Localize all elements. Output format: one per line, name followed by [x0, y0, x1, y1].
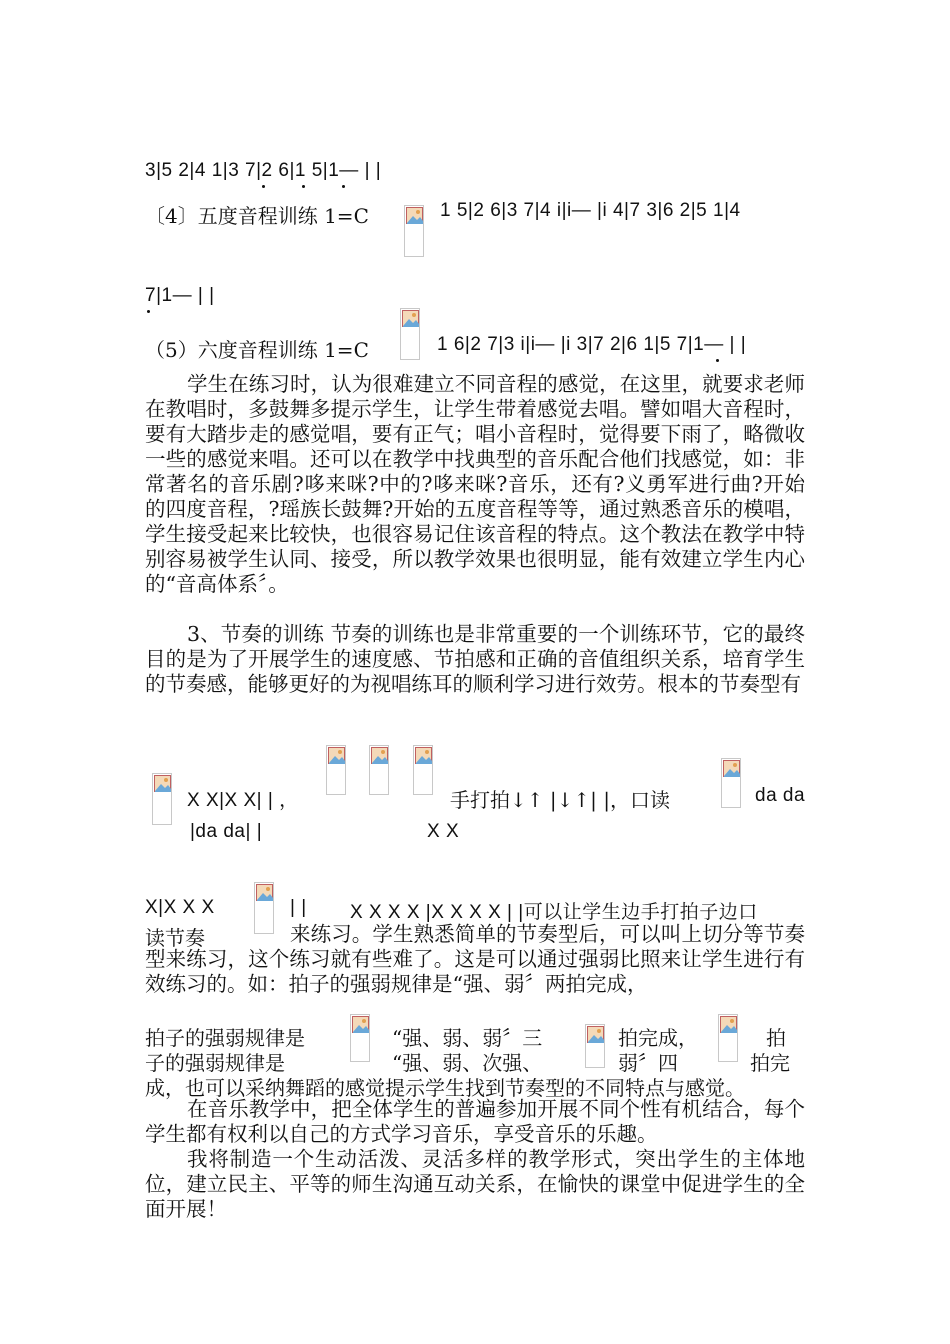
strong-weak-line1-c: 拍完成，: [618, 1026, 698, 1050]
lower-octave-dot: [147, 310, 150, 313]
strong-weak-line1-d: 拍: [766, 1026, 786, 1050]
strong-weak-line3: 成，也可以采纳舞蹈的感觉提示学生找到节奏型的不同特点与感觉。: [145, 1076, 745, 1100]
fifth-interval-notes: 1 5|2 6|3 7|4 i|i— |i 4|7 3|6 2|5 1|4: [440, 200, 741, 221]
rhythm-dada-2: |da da| |: [190, 821, 263, 842]
broken-image-icon: [718, 1014, 738, 1062]
broken-image-icon: [413, 745, 433, 795]
scale-line-1: 3|5 2|4 1|3 7|2 6|1 5|1— | |: [145, 160, 382, 181]
broken-image-icon: [350, 1014, 370, 1062]
lower-octave-dot: [342, 185, 345, 188]
sixth-interval-notes: 1 6|2 7|3 i|i— |i 3|7 2|6 1|5 7|1— | |: [437, 334, 747, 355]
broken-image-icon: [326, 745, 346, 795]
broken-image-icon: [585, 1024, 605, 1068]
paragraph-interval-feeling: 学生在练习时，认为很难建立不同音程的感觉，在这里，就要求老师在教唱时，多鼓舞多提示学生，让学生带着感觉去唱。譬如唱大音程时，要有大踏步走的感觉唱，要有正气；唱小音程时，觉得要下雨了，略微收一些的感觉来唱。还可以在教学中找典型的音乐配合他们找感觉，如：非常著名的音乐剧?哆来咪?中的?哆来咪?音乐，还有?义勇军进行曲?开始的四度音程，?瑶族长鼓舞?开始的五度音程等等，通过熟悉音乐的模唱，学生接受起来比较快，也很容易记住该音程的特点。这个教法在教学中特别容易被学生认同、接受，所以教学效果也很明显，能有效建立学生内心的“音高体系〞。: [145, 372, 805, 596]
sixth-interval-label: （5）六度音程训练 1=C: [145, 338, 369, 362]
lower-octave-dot: [302, 185, 305, 188]
fifth-interval-label: 〔4〕五度音程训练 1=C: [145, 204, 369, 228]
fifth-interval-continuation: 7|1— | |: [145, 285, 215, 306]
strong-weak-line1-a: 拍子的强弱规律是: [145, 1026, 305, 1050]
rhythm-bars: | |: [290, 897, 307, 918]
rhythm-clap-instruction: 手打拍↓↑ |↓↑| |，口读: [450, 788, 670, 812]
lower-octave-dot: [262, 185, 265, 188]
rhythm-xx-2: X X: [427, 821, 460, 842]
strong-weak-line2-a: 子的强弱规律是: [145, 1051, 285, 1075]
broken-image-icon: [721, 758, 741, 808]
broken-image-icon: [404, 205, 424, 257]
broken-image-icon: [400, 308, 420, 360]
rhythm-xx: X X|X X| | ，: [187, 790, 299, 811]
paragraph-rhythm-training: 3、节奏的训练 节奏的训练也是非常重要的一个训练环节，它的最终目的是为了开展学生的速度感、节拍感和正确的音值组织关系，培育学生的节奏感，能够更好的为视唱练耳的顺利学习进行效劳。根本的节奏型有: [145, 622, 805, 696]
strong-weak-line2-c: 弱〞四: [618, 1051, 678, 1075]
rhythm-xxxx: X X X X |X X X X | |可以让学生边手打拍子边口: [350, 902, 758, 923]
lower-octave-dot: [716, 359, 719, 362]
paragraph-rhythm-practice: 来练习。学生熟悉简单的节奏型后，可以叫上切分等节奏型来练习，这个练习就有些难了。这是可以通过强弱比照来让学生进行有效练习的。如：拍子的强弱规律是“强、弱〞两拍完成，: [145, 922, 805, 996]
strong-weak-line1-b: “强、弱、弱〞三: [392, 1026, 543, 1050]
broken-image-icon: [152, 773, 172, 825]
rhythm-xxx: X|X X X: [145, 897, 215, 918]
paragraph-individuality: 在音乐教学中，把全体学生的普遍参加开展不同个性有机结合，每个学生都有权利以自己的方式学习音乐，享受音乐的乐趣。: [145, 1097, 805, 1146]
strong-weak-line2-d: 拍完: [750, 1051, 790, 1075]
rhythm-read-label: 读节奏: [145, 926, 205, 950]
paragraph-teaching-form: 我将制造一个生动活泼、灵活多样的教学形式，突出学生的主体地位，建立民主、平等的师生沟通互动关系，在愉快的课堂中促进学生的全面开展！: [145, 1147, 805, 1221]
strong-weak-line2-b: “强、弱、次强、: [392, 1051, 543, 1075]
rhythm-dada-1: da da: [755, 785, 806, 806]
broken-image-icon: [369, 745, 389, 795]
